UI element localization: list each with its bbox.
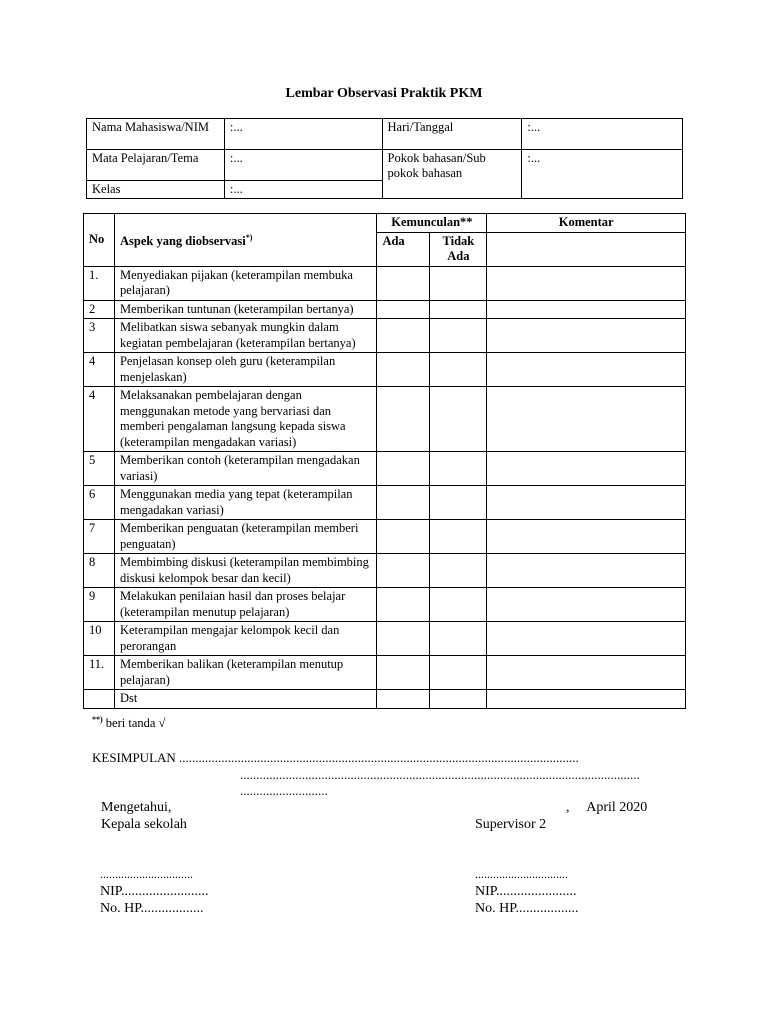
komentar-cell[interactable] bbox=[487, 520, 686, 554]
row-no: 10 bbox=[84, 622, 115, 656]
ada-cell[interactable] bbox=[377, 387, 430, 452]
kesimpulan-dots-1[interactable]: ........................................................................................................................... bbox=[175, 750, 579, 765]
header-kemunculan: Kemunculan** bbox=[377, 214, 487, 233]
row-no: 7 bbox=[84, 520, 115, 554]
row-aspek: Dst bbox=[114, 690, 376, 709]
page-title: Lembar Observasi Praktik PKM bbox=[285, 86, 483, 101]
ada-cell[interactable] bbox=[377, 319, 430, 353]
tidak-ada-cell[interactable] bbox=[430, 520, 487, 554]
header-ada: Ada bbox=[377, 232, 430, 266]
kelas-value[interactable]: :... bbox=[224, 181, 382, 199]
row-no: 2 bbox=[84, 300, 115, 319]
right-nip[interactable]: NIP....................... bbox=[475, 884, 577, 899]
row-no: 5 bbox=[84, 452, 115, 486]
left-nip[interactable]: NIP......................... bbox=[100, 884, 209, 899]
hari-label: Hari/Tanggal bbox=[382, 119, 522, 150]
header-aspek-sup: *) bbox=[245, 232, 253, 242]
note-sup: **) bbox=[92, 715, 103, 724]
tidak-ada-cell[interactable] bbox=[430, 300, 487, 319]
checkmark-note bbox=[92, 715, 165, 731]
ada-cell[interactable] bbox=[377, 266, 430, 300]
ada-cell[interactable] bbox=[377, 520, 430, 554]
ada-cell[interactable] bbox=[377, 486, 430, 520]
pokok-value[interactable]: :... bbox=[522, 150, 683, 199]
komentar-cell[interactable] bbox=[487, 656, 686, 690]
left-hp[interactable]: No. HP.................. bbox=[100, 901, 204, 916]
row-aspek: Memberikan tuntunan (keterampilan bertanya) bbox=[114, 300, 376, 319]
row-no: 4 bbox=[84, 387, 115, 452]
tidak-ada-cell[interactable] bbox=[430, 486, 487, 520]
date-text: , April 2020 bbox=[566, 800, 648, 815]
ada-cell[interactable] bbox=[377, 554, 430, 588]
row-aspek: Keterampilan mengajar kelompok kecil dan perorangan bbox=[114, 622, 376, 656]
right-signature-line[interactable]: ............................... bbox=[475, 867, 568, 881]
ada-cell[interactable] bbox=[377, 656, 430, 690]
nama-value[interactable]: :... bbox=[224, 119, 382, 150]
komentar-cell[interactable] bbox=[487, 353, 686, 387]
row-aspek: Memberikan contoh (keterampilan mengadakan variasi) bbox=[114, 452, 376, 486]
komentar-cell[interactable] bbox=[487, 266, 686, 300]
ada-cell[interactable] bbox=[377, 452, 430, 486]
row-no: 3 bbox=[84, 319, 115, 353]
kesimpulan-dots-3[interactable]: ........................... bbox=[240, 783, 328, 798]
tidak-ada-cell[interactable] bbox=[430, 266, 487, 300]
ada-cell[interactable] bbox=[377, 300, 430, 319]
row-no: 1. bbox=[84, 266, 115, 300]
mapel-value[interactable]: :... bbox=[224, 150, 382, 181]
observation-table bbox=[83, 213, 686, 709]
nama-label: Nama Mahasiswa/NIM bbox=[87, 119, 225, 150]
identity-table bbox=[86, 118, 683, 199]
ada-cell[interactable] bbox=[377, 588, 430, 622]
note-text: beri tanda √ bbox=[102, 716, 166, 731]
mapel-label: Mata Pelajaran/Tema bbox=[87, 150, 225, 181]
row-no: 11. bbox=[84, 656, 115, 690]
komentar-cell[interactable] bbox=[487, 622, 686, 656]
komentar-cell[interactable] bbox=[487, 300, 686, 319]
header-komentar-blank bbox=[487, 232, 686, 266]
kepala-sekolah-label: Kepala sekolah bbox=[101, 817, 187, 832]
right-hp[interactable]: No. HP.................. bbox=[475, 901, 579, 916]
row-aspek: Melaksanakan pembelajaran dengan menggunakan metode yang bervariasi dan memberi pengalaman langsung kepada siswa (keterampilan mengadakan variasi) bbox=[114, 387, 376, 452]
tidak-ada-cell[interactable] bbox=[430, 622, 487, 656]
komentar-cell[interactable] bbox=[487, 690, 686, 709]
row-no bbox=[84, 690, 115, 709]
header-komentar: Komentar bbox=[487, 214, 686, 233]
left-signature-line[interactable]: ............................... bbox=[100, 867, 193, 881]
row-aspek: Membimbing diskusi (keterampilan membimbing diskusi kelompok besar dan kecil) bbox=[114, 554, 376, 588]
tidak-ada-cell[interactable] bbox=[430, 387, 487, 452]
mengetahui-label: Mengetahui, bbox=[101, 800, 172, 815]
ada-cell[interactable] bbox=[377, 690, 430, 709]
tidak-ada-cell[interactable] bbox=[430, 690, 487, 709]
komentar-cell[interactable] bbox=[487, 486, 686, 520]
kelas-label: Kelas bbox=[87, 181, 225, 199]
kesimpulan-dots-2[interactable]: ........................................................................................................................... bbox=[240, 767, 640, 782]
tidak-ada-cell[interactable] bbox=[430, 588, 487, 622]
ada-cell[interactable] bbox=[377, 353, 430, 387]
komentar-cell[interactable] bbox=[487, 319, 686, 353]
kesimpulan-label: KESIMPULAN bbox=[92, 750, 176, 765]
header-aspek-text: Aspek yang diobservasi bbox=[119, 234, 246, 249]
row-aspek: Melakukan penilaian hasil dan proses belajar (keterampilan menutup pelajaran) bbox=[114, 588, 376, 622]
header-aspek bbox=[114, 214, 376, 267]
row-aspek: Memberikan balikan (keterampilan menutup pelajaran) bbox=[114, 656, 376, 690]
row-aspek: Memberikan penguatan (keterampilan memberi penguatan) bbox=[114, 520, 376, 554]
row-no: 4 bbox=[84, 353, 115, 387]
tidak-ada-cell[interactable] bbox=[430, 353, 487, 387]
row-aspek: Menyediakan pijakan (keterampilan membuka pelajaran) bbox=[114, 266, 376, 300]
komentar-cell[interactable] bbox=[487, 554, 686, 588]
row-no: 6 bbox=[84, 486, 115, 520]
komentar-cell[interactable] bbox=[487, 588, 686, 622]
tidak-ada-cell[interactable] bbox=[430, 452, 487, 486]
row-no: 8 bbox=[84, 554, 115, 588]
kesimpulan-line-1 bbox=[92, 749, 579, 766]
ada-cell[interactable] bbox=[377, 622, 430, 656]
row-no: 9 bbox=[84, 588, 115, 622]
tidak-ada-cell[interactable] bbox=[430, 319, 487, 353]
row-aspek: Melibatkan siswa sebanyak mungkin dalam kegiatan pembelajaran (keterampilan bertanya) bbox=[114, 319, 376, 353]
row-aspek: Penjelasan konsep oleh guru (keterampilan menjelaskan) bbox=[114, 353, 376, 387]
pokok-label: Pokok bahasan/Sub pokok bahasan bbox=[382, 150, 522, 199]
header-tidak-ada: Tidak Ada bbox=[430, 232, 487, 266]
hari-value[interactable]: :... bbox=[522, 119, 683, 150]
tidak-ada-cell[interactable] bbox=[430, 656, 487, 690]
tidak-ada-cell[interactable] bbox=[430, 554, 487, 588]
komentar-cell[interactable] bbox=[487, 452, 686, 486]
row-aspek: Menggunakan media yang tepat (keterampilan mengadakan variasi) bbox=[114, 486, 376, 520]
supervisor-label: Supervisor 2 bbox=[475, 817, 547, 832]
komentar-cell[interactable] bbox=[487, 387, 686, 452]
header-no: No bbox=[84, 214, 115, 267]
